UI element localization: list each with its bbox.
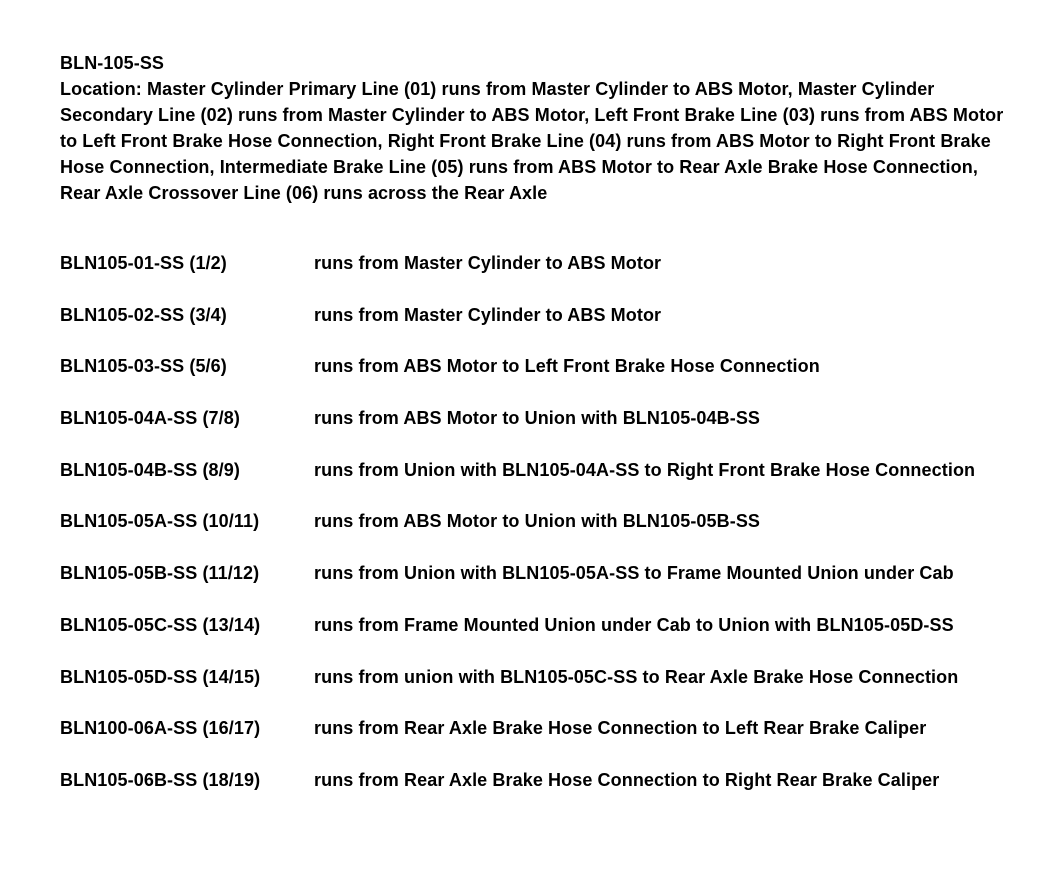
brake-line-row — [60, 767, 1020, 819]
brake-line-id: BLN105-04A-SS (7/8) — [60, 408, 240, 429]
brake-line-row — [60, 302, 1020, 354]
brake-line-id: BLN105-04B-SS (8/9) — [60, 459, 240, 480]
brake-line-row — [60, 560, 1020, 612]
brake-line-row — [60, 353, 1020, 405]
brake-line-description: runs from Frame Mounted Union under Cab to Union with BLN105-05D-SS — [314, 614, 954, 635]
brake-line-id: BLN105-01-SS (1/2) — [60, 253, 227, 273]
brake-line-list — [60, 250, 1020, 819]
brake-line-row — [60, 664, 1020, 716]
brake-line-id: BLN105-05C-SS (13/14) — [60, 614, 261, 635]
brake-line-description: runs from ABS Motor to Left Front Brake Hose Connection — [314, 356, 820, 377]
brake-line-description: runs from union with BLN105-05C-SS to Rear Axle Brake Hose Connection — [314, 666, 959, 687]
brake-line-row — [60, 508, 1020, 560]
brake-line-description: runs from Union with BLN105-05A-SS to Frame Mounted Union under Cab — [314, 563, 954, 584]
brake-line-id: BLN105-05A-SS (10/11) — [60, 511, 260, 532]
brake-line-row — [60, 612, 1020, 664]
brake-line-row — [60, 715, 1020, 767]
document-body — [60, 50, 1020, 819]
brake-line-id: BLN105-03-SS (5/6) — [60, 356, 227, 377]
location-description: Location: Master Cylinder Primary Line (01) runs from Master Cylinder to ABS Motor, Master Cylinder Secondary Line (02) runs from Master Cylinder to ABS Motor, Left Front Brake Line (03) runs from ABS Motor to Left Front Brake Hose Connection, Right Front Brake Line (04) runs from ABS Motor to Right Front Brake Hose Connection, Intermediate Brake Line (05) runs from ABS Motor to Rear Axle Brake Hose Connection, Rear Axle Crossover Line (06) runs across the Rear Axle — [60, 79, 1004, 203]
brake-line-description: runs from Master Cylinder to ABS Motor — [314, 253, 662, 273]
brake-line-description: runs from Rear Axle Brake Hose Connection to Right Rear Brake Caliper — [314, 769, 940, 790]
brake-line-description: runs from Union with BLN105-04A-SS to Right Front Brake Hose Connection — [314, 459, 976, 480]
brake-line-id: BLN105-06B-SS (18/19) — [60, 769, 261, 790]
brake-line-row — [60, 250, 1020, 302]
part-number-heading: BLN-105-SS — [60, 53, 165, 73]
brake-line-description: runs from Master Cylinder to ABS Motor — [314, 304, 662, 325]
brake-line-description: runs from ABS Motor to Union with BLN105-04B-SS — [314, 408, 761, 429]
brake-line-description: runs from ABS Motor to Union with BLN105-05B-SS — [314, 511, 761, 532]
brake-line-id: BLN105-02-SS (3/4) — [60, 304, 227, 325]
brake-line-id: BLN105-05D-SS (14/15) — [60, 666, 261, 687]
brake-line-id: BLN100-06A-SS (16/17) — [60, 718, 261, 739]
brake-line-description: runs from Rear Axle Brake Hose Connection to Left Rear Brake Caliper — [314, 718, 927, 739]
brake-line-row — [60, 457, 1020, 509]
brake-line-row — [60, 405, 1020, 457]
brake-line-id: BLN105-05B-SS (11/12) — [60, 563, 260, 584]
